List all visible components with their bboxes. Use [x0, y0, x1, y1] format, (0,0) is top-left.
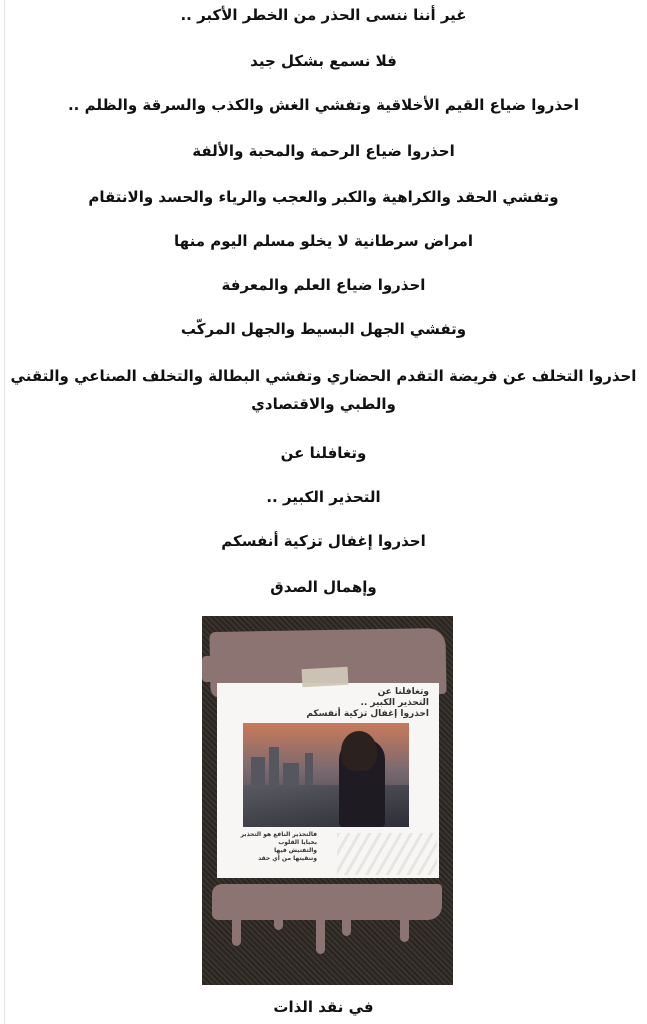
article-line: امراض سرطانية لا يخلو مسلم اليوم منها: [174, 232, 473, 250]
paint-drip: [232, 906, 241, 946]
building-shape: [305, 753, 313, 787]
article-line: احذروا ضياع القيم الأخلاقية وتفشي الغش والكذب والسرقة والظلم ..: [67, 96, 580, 114]
building-shape: [283, 763, 299, 787]
article-line: وإهمال الصدق: [270, 578, 377, 596]
poster-card-text: [306, 687, 429, 720]
building-shape: [269, 747, 279, 787]
article-line: احذروا إغفال تزكية أنفسكم: [221, 532, 426, 550]
paint-drip: [274, 906, 283, 930]
paint-stroke: [202, 656, 242, 682]
image-caption: في نقد الذات: [273, 998, 374, 1016]
building-shape: [251, 757, 265, 787]
paint-drip: [316, 906, 325, 954]
tape-strip: [302, 667, 349, 687]
page-edge-rule: [4, 0, 5, 1024]
poster-foot-line: وتنقيتها من أي حقد: [258, 855, 317, 862]
poster-card-line: التحذير الكبير ..: [360, 698, 429, 708]
article-line: فلا نسمع بشكل جيد: [250, 52, 397, 70]
poster-foot-line: بخبايا القلوب: [278, 839, 317, 846]
poster-image: [202, 616, 453, 985]
poster-card: [217, 683, 439, 878]
poster-foot-line: والتفتيش فيها: [274, 847, 317, 854]
paint-drip: [342, 906, 351, 936]
article-line: وتغافلنا عن: [280, 444, 367, 462]
stripe-overlay: [337, 833, 437, 875]
poster-card-line: احذروا إغفال تزكية أنفسكم: [306, 709, 429, 719]
poster-foot-text: [241, 831, 317, 863]
article-line: احذروا ضياع العلم والمعرفة: [221, 276, 426, 294]
article-line: وتفشي الحقد والكراهية والكبر والعجب والرياء والحسد والانتقام: [88, 188, 559, 206]
article-line-wrapped: احذروا التخلف عن فريضة التقدم الحضاري وتفشي البطالة والتخلف الصناعي والتقني والطبي والاقتصادي: [10, 367, 637, 413]
article-line: التحذير الكبير ..: [266, 488, 381, 506]
article-line: احذروا ضياع الرحمة والمحبة والألفة: [192, 142, 455, 160]
poster-photo: [243, 723, 409, 827]
poster-foot-line: فالتحذير النافع هو التحذير: [240, 831, 317, 838]
person-hair: [341, 731, 377, 771]
article-line: غير أننا ننسى الحذر من الخطر الأكبر ..: [180, 6, 467, 24]
poster-card-line: وتغافلنا عن: [377, 687, 429, 697]
paint-drip: [400, 906, 409, 942]
article-line: وتفشي الجهل البسيط والجهل المركّب: [180, 320, 467, 338]
